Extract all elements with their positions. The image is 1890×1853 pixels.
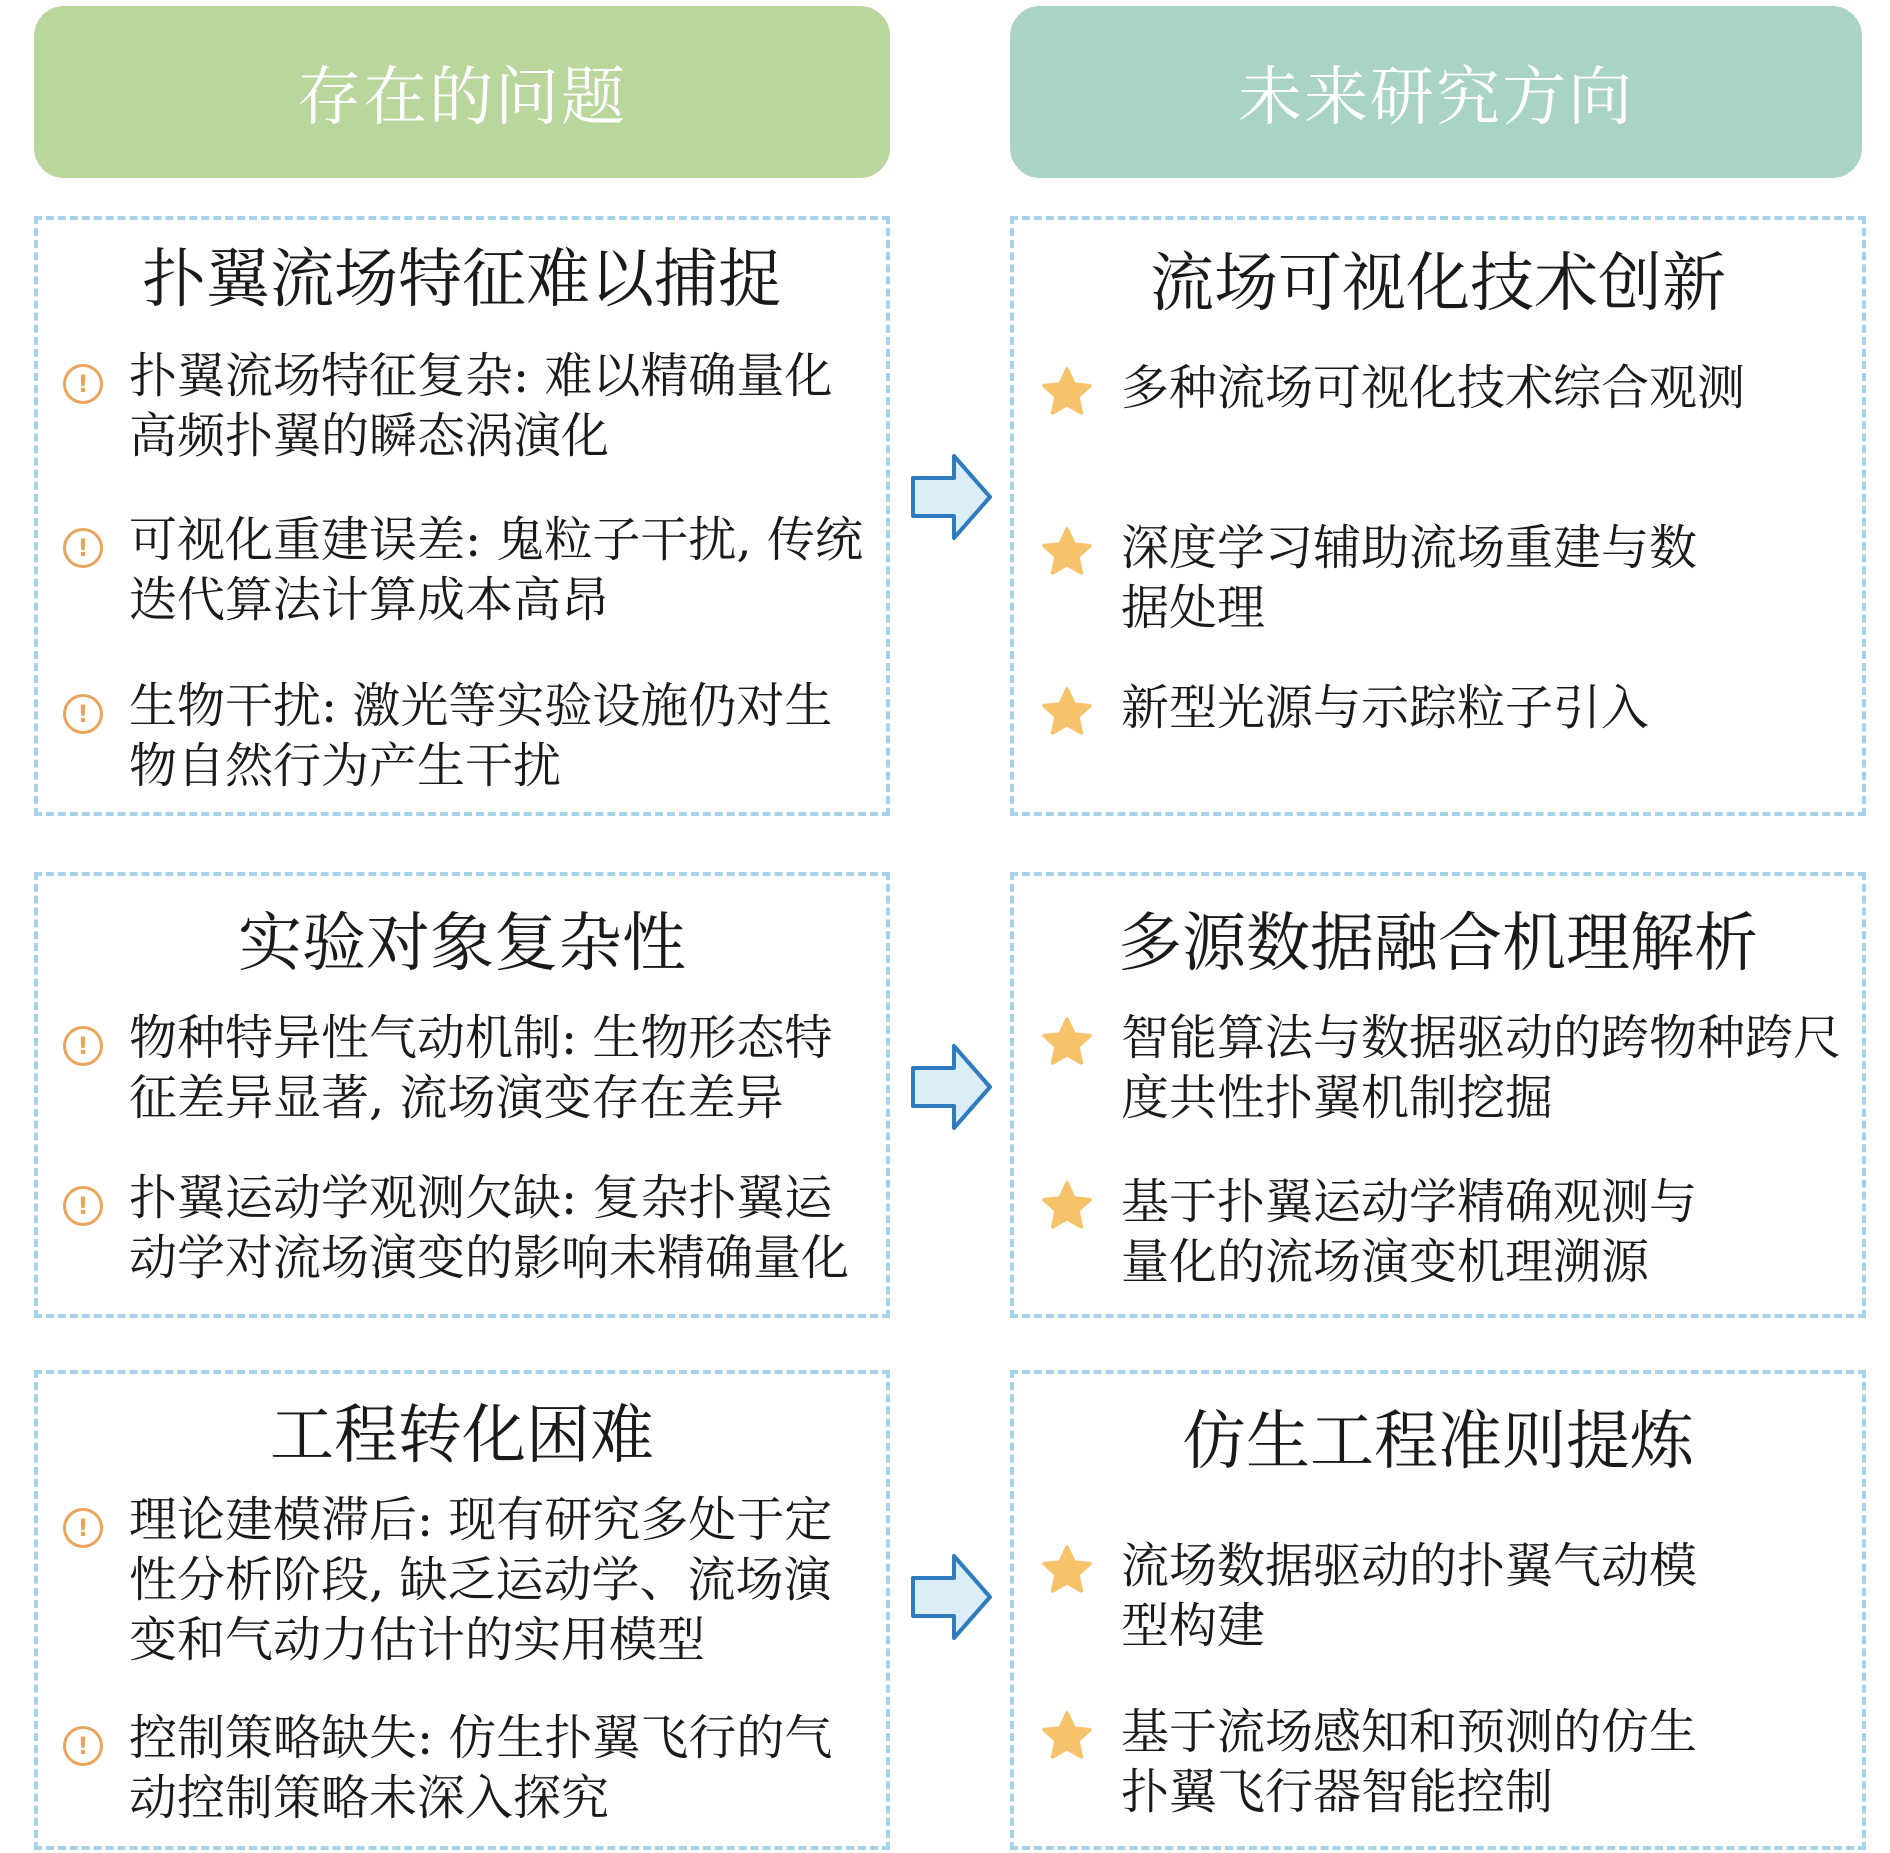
problem-title: 扑翼流场特征难以捕捉 <box>142 243 782 317</box>
right-arrow-icon <box>910 452 994 542</box>
direction-item-text: 流场数据驱动的扑翼气动模型构建 <box>1121 1538 1698 1654</box>
star-icon <box>1039 1708 1095 1764</box>
direction-item <box>1039 358 1852 420</box>
warning-icon: ! <box>63 694 103 734</box>
problem-item-text: 扑翼运动学观测欠缺: 复杂扑翼运动学对流场演变的影响未精确量化 <box>129 1170 850 1286</box>
problem-item-text: 理论建模滞后: 现有研究多处于定性分析阶段, 缺乏运动学、流场演变和气动力估计的实用模型 <box>129 1492 833 1668</box>
direction-title: 流场可视化技术创新 <box>1150 247 1726 321</box>
star-icon <box>1039 684 1095 740</box>
warning-icon: ! <box>63 1508 103 1548</box>
problem-item-text: 物种特异性气动机制: 生物形态特征差异显著, 流场演变存在差异 <box>129 1010 833 1126</box>
problem-item-text: 控制策略缺失: 仿生扑翼飞行的气动控制策略未深入探究 <box>129 1710 833 1826</box>
problem-box-3 <box>34 1370 890 1850</box>
direction-item-text: 基于流场感知和预测的仿生扑翼飞行器智能控制 <box>1121 1704 1698 1820</box>
right-arrow-icon <box>910 1042 994 1132</box>
problem-box-1 <box>34 216 890 816</box>
problem-item-text: 扑翼流场特征复杂: 难以精确量化高频扑翼的瞬态涡演化 <box>129 348 833 464</box>
right-arrow-icon <box>910 1552 994 1642</box>
problem-item <box>63 346 876 466</box>
direction-title: 仿生工程准则提炼 <box>1182 1405 1694 1479</box>
star-icon <box>1039 1542 1095 1598</box>
direction-item-text: 基于扑翼运动学精确观测与量化的流场演变机理溯源 <box>1121 1174 1698 1290</box>
problem-item <box>63 510 876 630</box>
problem-item-text: 生物干扰: 激光等实验设施仍对生物自然行为产生干扰 <box>129 678 833 794</box>
star-icon <box>1039 1014 1095 1070</box>
problem-item <box>63 1008 876 1128</box>
warning-icon: ! <box>63 1186 103 1226</box>
problem-title: 工程转化困难 <box>270 1399 654 1473</box>
star-icon <box>1039 524 1095 580</box>
problem-title: 实验对象复杂性 <box>238 907 686 981</box>
direction-item-text: 多种流场可视化技术综合观测 <box>1121 360 1746 416</box>
warning-icon: ! <box>63 1026 103 1066</box>
problem-box-2 <box>34 872 890 1318</box>
direction-box-3 <box>1010 1370 1866 1850</box>
direction-item-text: 深度学习辅助流场重建与数据处理 <box>1121 520 1698 636</box>
problem-item <box>63 1708 876 1828</box>
warning-icon: ! <box>63 528 103 568</box>
direction-item-text: 新型光源与示踪粒子引入 <box>1121 680 1650 736</box>
direction-item <box>1039 678 1852 740</box>
problem-item <box>63 676 876 796</box>
problem-item <box>63 1168 876 1288</box>
problem-item-text: 可视化重建误差: 鬼粒子干扰, 传统迭代算法计算成本高昂 <box>129 512 863 628</box>
direction-box-2 <box>1010 872 1866 1318</box>
direction-item <box>1039 1008 1852 1128</box>
future-directions-header: 未来研究方向 <box>1010 6 1862 178</box>
direction-item <box>1039 1536 1852 1656</box>
problem-item <box>63 1490 876 1670</box>
warning-icon: ! <box>63 1726 103 1766</box>
warning-icon: ! <box>63 364 103 404</box>
direction-item-text: 智能算法与数据驱动的跨物种跨尺度共性扑翼机制挖掘 <box>1121 1010 1842 1126</box>
direction-item <box>1039 518 1852 638</box>
direction-title: 多源数据融合机理解析 <box>1118 907 1758 981</box>
problems-header: 存在的问题 <box>34 6 890 178</box>
direction-item <box>1039 1172 1852 1292</box>
star-icon <box>1039 364 1095 420</box>
direction-box-1 <box>1010 216 1866 816</box>
star-icon <box>1039 1178 1095 1234</box>
direction-item <box>1039 1702 1852 1822</box>
